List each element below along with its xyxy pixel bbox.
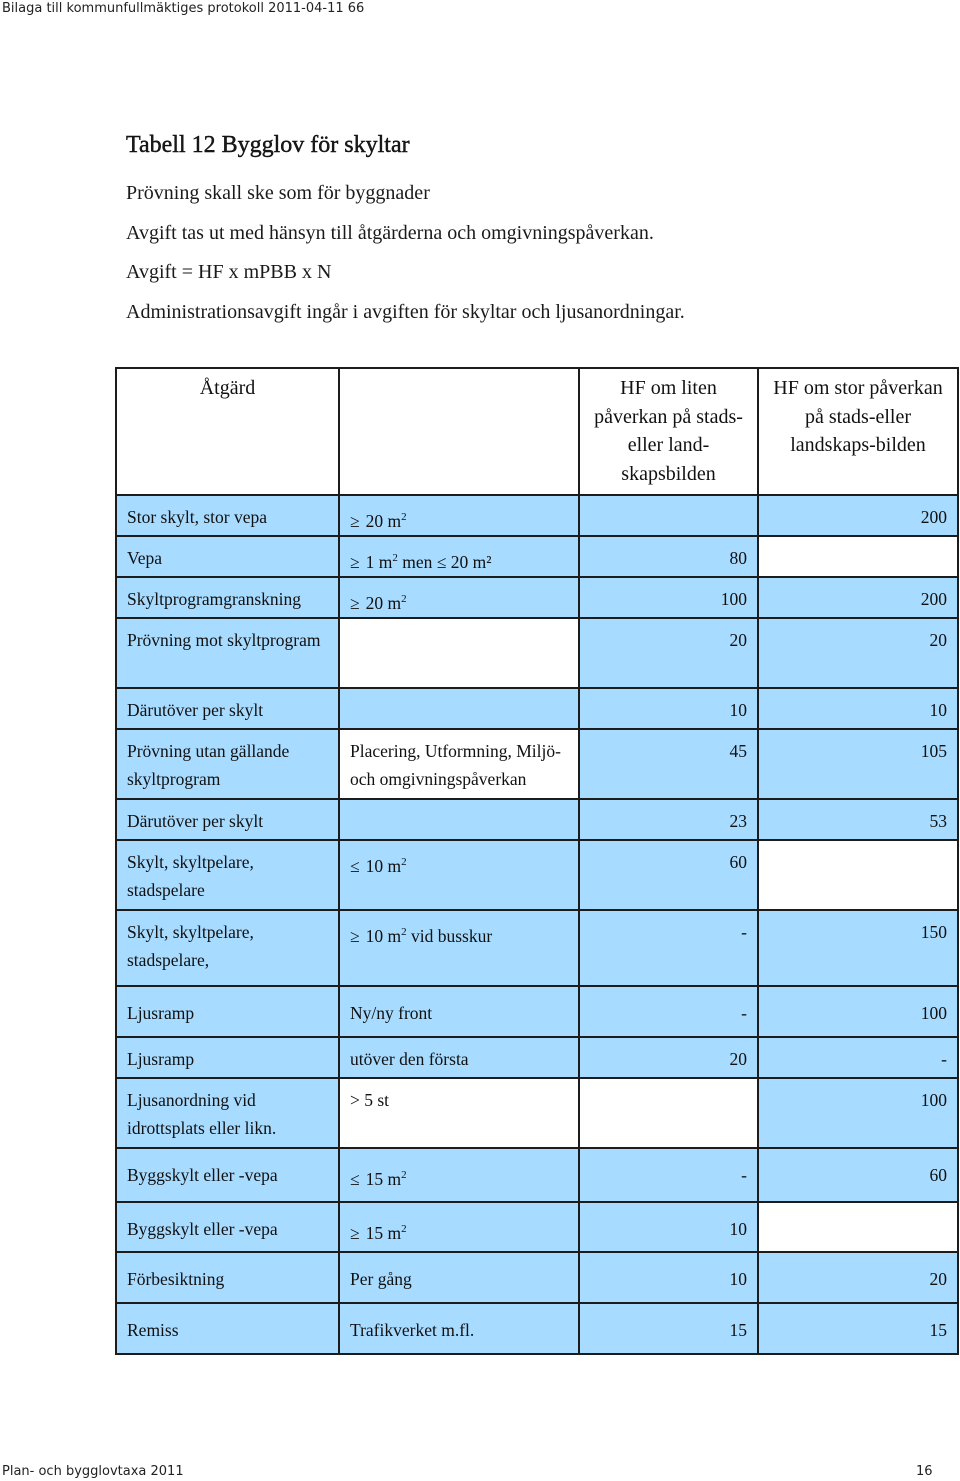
table-row [116, 1252, 958, 1303]
condition-text: utöver den första [350, 1049, 469, 1069]
cell-hf-liten: 10 [579, 688, 758, 729]
condition-superscript: 2 [392, 552, 398, 564]
comparison-symbol: ≤ [350, 1169, 360, 1189]
cell-hf-stor: 150 [758, 910, 958, 986]
cell-condition [339, 1202, 579, 1252]
cell-hf-stor: 105 [758, 729, 958, 799]
condition-text: Placering, Utformning, Miljö- och omgivningspåverkan [350, 741, 561, 789]
cell-condition [339, 1252, 579, 1303]
cell-hf-liten: 20 [579, 1037, 758, 1078]
cell-hf-liten: - [579, 986, 758, 1037]
cell-hf-stor [758, 536, 958, 577]
cell-atgard: Vepa [116, 536, 339, 577]
cell-hf-liten: 10 [579, 1252, 758, 1303]
table-row [116, 536, 958, 577]
running-header: Bilaga till kommunfullmäktiges protokoll 2011-04-11 66 [2, 1, 365, 16]
condition-text-rest: men ≤ 20 m² [397, 552, 492, 572]
cell-atgard: Förbesiktning [116, 1252, 339, 1303]
comparison-symbol: ≤ [350, 856, 360, 876]
cell-atgard: Byggskylt eller -vepa [116, 1148, 339, 1202]
footer-title: Plan- och bygglovtaxa 2011 [2, 1464, 184, 1479]
condition-text: 10 m [365, 856, 402, 876]
cell-condition [339, 799, 579, 840]
cell-hf-stor: 20 [758, 1252, 958, 1303]
cell-condition [339, 729, 579, 799]
cell-condition [339, 577, 579, 618]
cell-hf-liten: 45 [579, 729, 758, 799]
condition-text: 15 m [365, 1169, 402, 1189]
cell-condition [339, 1037, 579, 1078]
table-row [116, 1037, 958, 1078]
comparison-symbol: ≥ [350, 511, 360, 531]
table-row [116, 495, 958, 536]
comparison-symbol: ≥ [350, 552, 360, 572]
comparison-symbol: ≥ [350, 1223, 360, 1243]
table-row [116, 577, 958, 618]
cell-hf-stor: 53 [758, 799, 958, 840]
table-row [116, 910, 958, 986]
column-header-condition [339, 368, 579, 495]
condition-text: 20 m [365, 593, 402, 613]
cell-atgard: Ljusramp [116, 1037, 339, 1078]
cell-hf-liten: - [579, 1148, 758, 1202]
condition-superscript: 2 [401, 926, 407, 938]
cell-atgard: Skyltprogramgranskning [116, 577, 339, 618]
fee-table [115, 367, 959, 1355]
table-row [116, 1078, 958, 1148]
condition-text: Ny/ny front [350, 1003, 433, 1023]
cell-atgard: Ljusanordning vid idrottsplats eller likn. [116, 1078, 339, 1148]
cell-condition [339, 536, 579, 577]
table-row [116, 618, 958, 688]
column-header-hf-liten: HF om liten påverkan på stads- eller land-skapsbilden [579, 368, 758, 495]
cell-hf-liten: 80 [579, 536, 758, 577]
cell-condition [339, 1303, 579, 1354]
condition-superscript: 2 [401, 1223, 407, 1235]
cell-hf-liten [579, 1078, 758, 1148]
cell-atgard: Därutöver per skylt [116, 799, 339, 840]
cell-hf-stor [758, 840, 958, 910]
cell-atgard: Prövning mot skyltprogram [116, 618, 339, 688]
cell-condition [339, 840, 579, 910]
condition-superscript: 2 [401, 856, 407, 868]
cell-atgard: Skylt, skyltpelare, stadspelare [116, 840, 339, 910]
cell-hf-liten: 15 [579, 1303, 758, 1354]
condition-text-rest: vid busskur [406, 926, 493, 946]
cell-condition [339, 910, 579, 986]
condition-text: > 5 st [350, 1090, 390, 1110]
table-header-row [116, 368, 958, 495]
condition-superscript: 2 [401, 593, 407, 605]
condition-text: 15 m [365, 1223, 402, 1243]
cell-hf-liten [579, 495, 758, 536]
table-row [116, 986, 958, 1037]
cell-hf-liten: 60 [579, 840, 758, 910]
cell-condition [339, 1148, 579, 1202]
condition-text: Trafikverket m.fl. [350, 1320, 475, 1340]
page-number: 16 [916, 1464, 933, 1479]
table-row [116, 1303, 958, 1354]
cell-condition [339, 1078, 579, 1148]
intro-section [126, 128, 685, 332]
cell-atgard: Därutöver per skylt [116, 688, 339, 729]
cell-condition [339, 495, 579, 536]
cell-hf-liten: - [579, 910, 758, 986]
cell-hf-stor: 10 [758, 688, 958, 729]
cell-hf-liten: 10 [579, 1202, 758, 1252]
cell-hf-stor: 60 [758, 1148, 958, 1202]
cell-condition [339, 986, 579, 1037]
table-row [116, 729, 958, 799]
column-header-atgard: Åtgärd [116, 368, 339, 495]
cell-hf-stor: 15 [758, 1303, 958, 1354]
column-header-hf-stor: HF om stor påverkan på stads-eller landskaps-bilden [758, 368, 958, 495]
comparison-symbol: ≥ [350, 593, 360, 613]
cell-atgard: Skylt, skyltpelare, stadspelare, [116, 910, 339, 986]
intro-line: Prövning skall ske som för byggnader [126, 182, 430, 204]
cell-hf-stor: 200 [758, 495, 958, 536]
table-row [116, 688, 958, 729]
table-row [116, 1202, 958, 1252]
cell-hf-stor: 20 [758, 618, 958, 688]
comparison-symbol: ≥ [350, 926, 360, 946]
condition-superscript: 2 [401, 1169, 407, 1181]
cell-hf-stor: - [758, 1037, 958, 1078]
table-row [116, 1148, 958, 1202]
condition-text: 20 m [365, 511, 402, 531]
cell-hf-stor: 100 [758, 1078, 958, 1148]
table-row [116, 840, 958, 910]
intro-line: Avgift tas ut med hänsyn till åtgärderna och omgivningspåverkan. [126, 221, 654, 244]
condition-text: 1 m [365, 552, 393, 572]
cell-atgard: Prövning utan gällande skyltprogram [116, 729, 339, 799]
cell-hf-stor: 100 [758, 986, 958, 1037]
condition-text: Per gång [350, 1269, 412, 1289]
cell-hf-stor: 200 [758, 577, 958, 618]
table-title: Tabell 12 Bygglov för skyltar [126, 132, 410, 158]
cell-atgard: Stor skylt, stor vepa [116, 495, 339, 536]
cell-hf-stor [758, 1202, 958, 1252]
cell-atgard: Ljusramp [116, 986, 339, 1037]
intro-line: Avgift = HF x mPBB x N [126, 261, 332, 283]
intro-line: Administrationsavgift ingår i avgiften för skyltar och ljusanordningar. [126, 300, 685, 323]
cell-condition [339, 688, 579, 729]
cell-atgard: Remiss [116, 1303, 339, 1354]
cell-hf-liten: 100 [579, 577, 758, 618]
condition-text: 10 m [365, 926, 402, 946]
table-row [116, 799, 958, 840]
condition-superscript: 2 [401, 511, 407, 523]
cell-atgard: Byggskylt eller -vepa [116, 1202, 339, 1252]
cell-hf-liten: 23 [579, 799, 758, 840]
cell-condition [339, 618, 579, 688]
cell-hf-liten: 20 [579, 618, 758, 688]
